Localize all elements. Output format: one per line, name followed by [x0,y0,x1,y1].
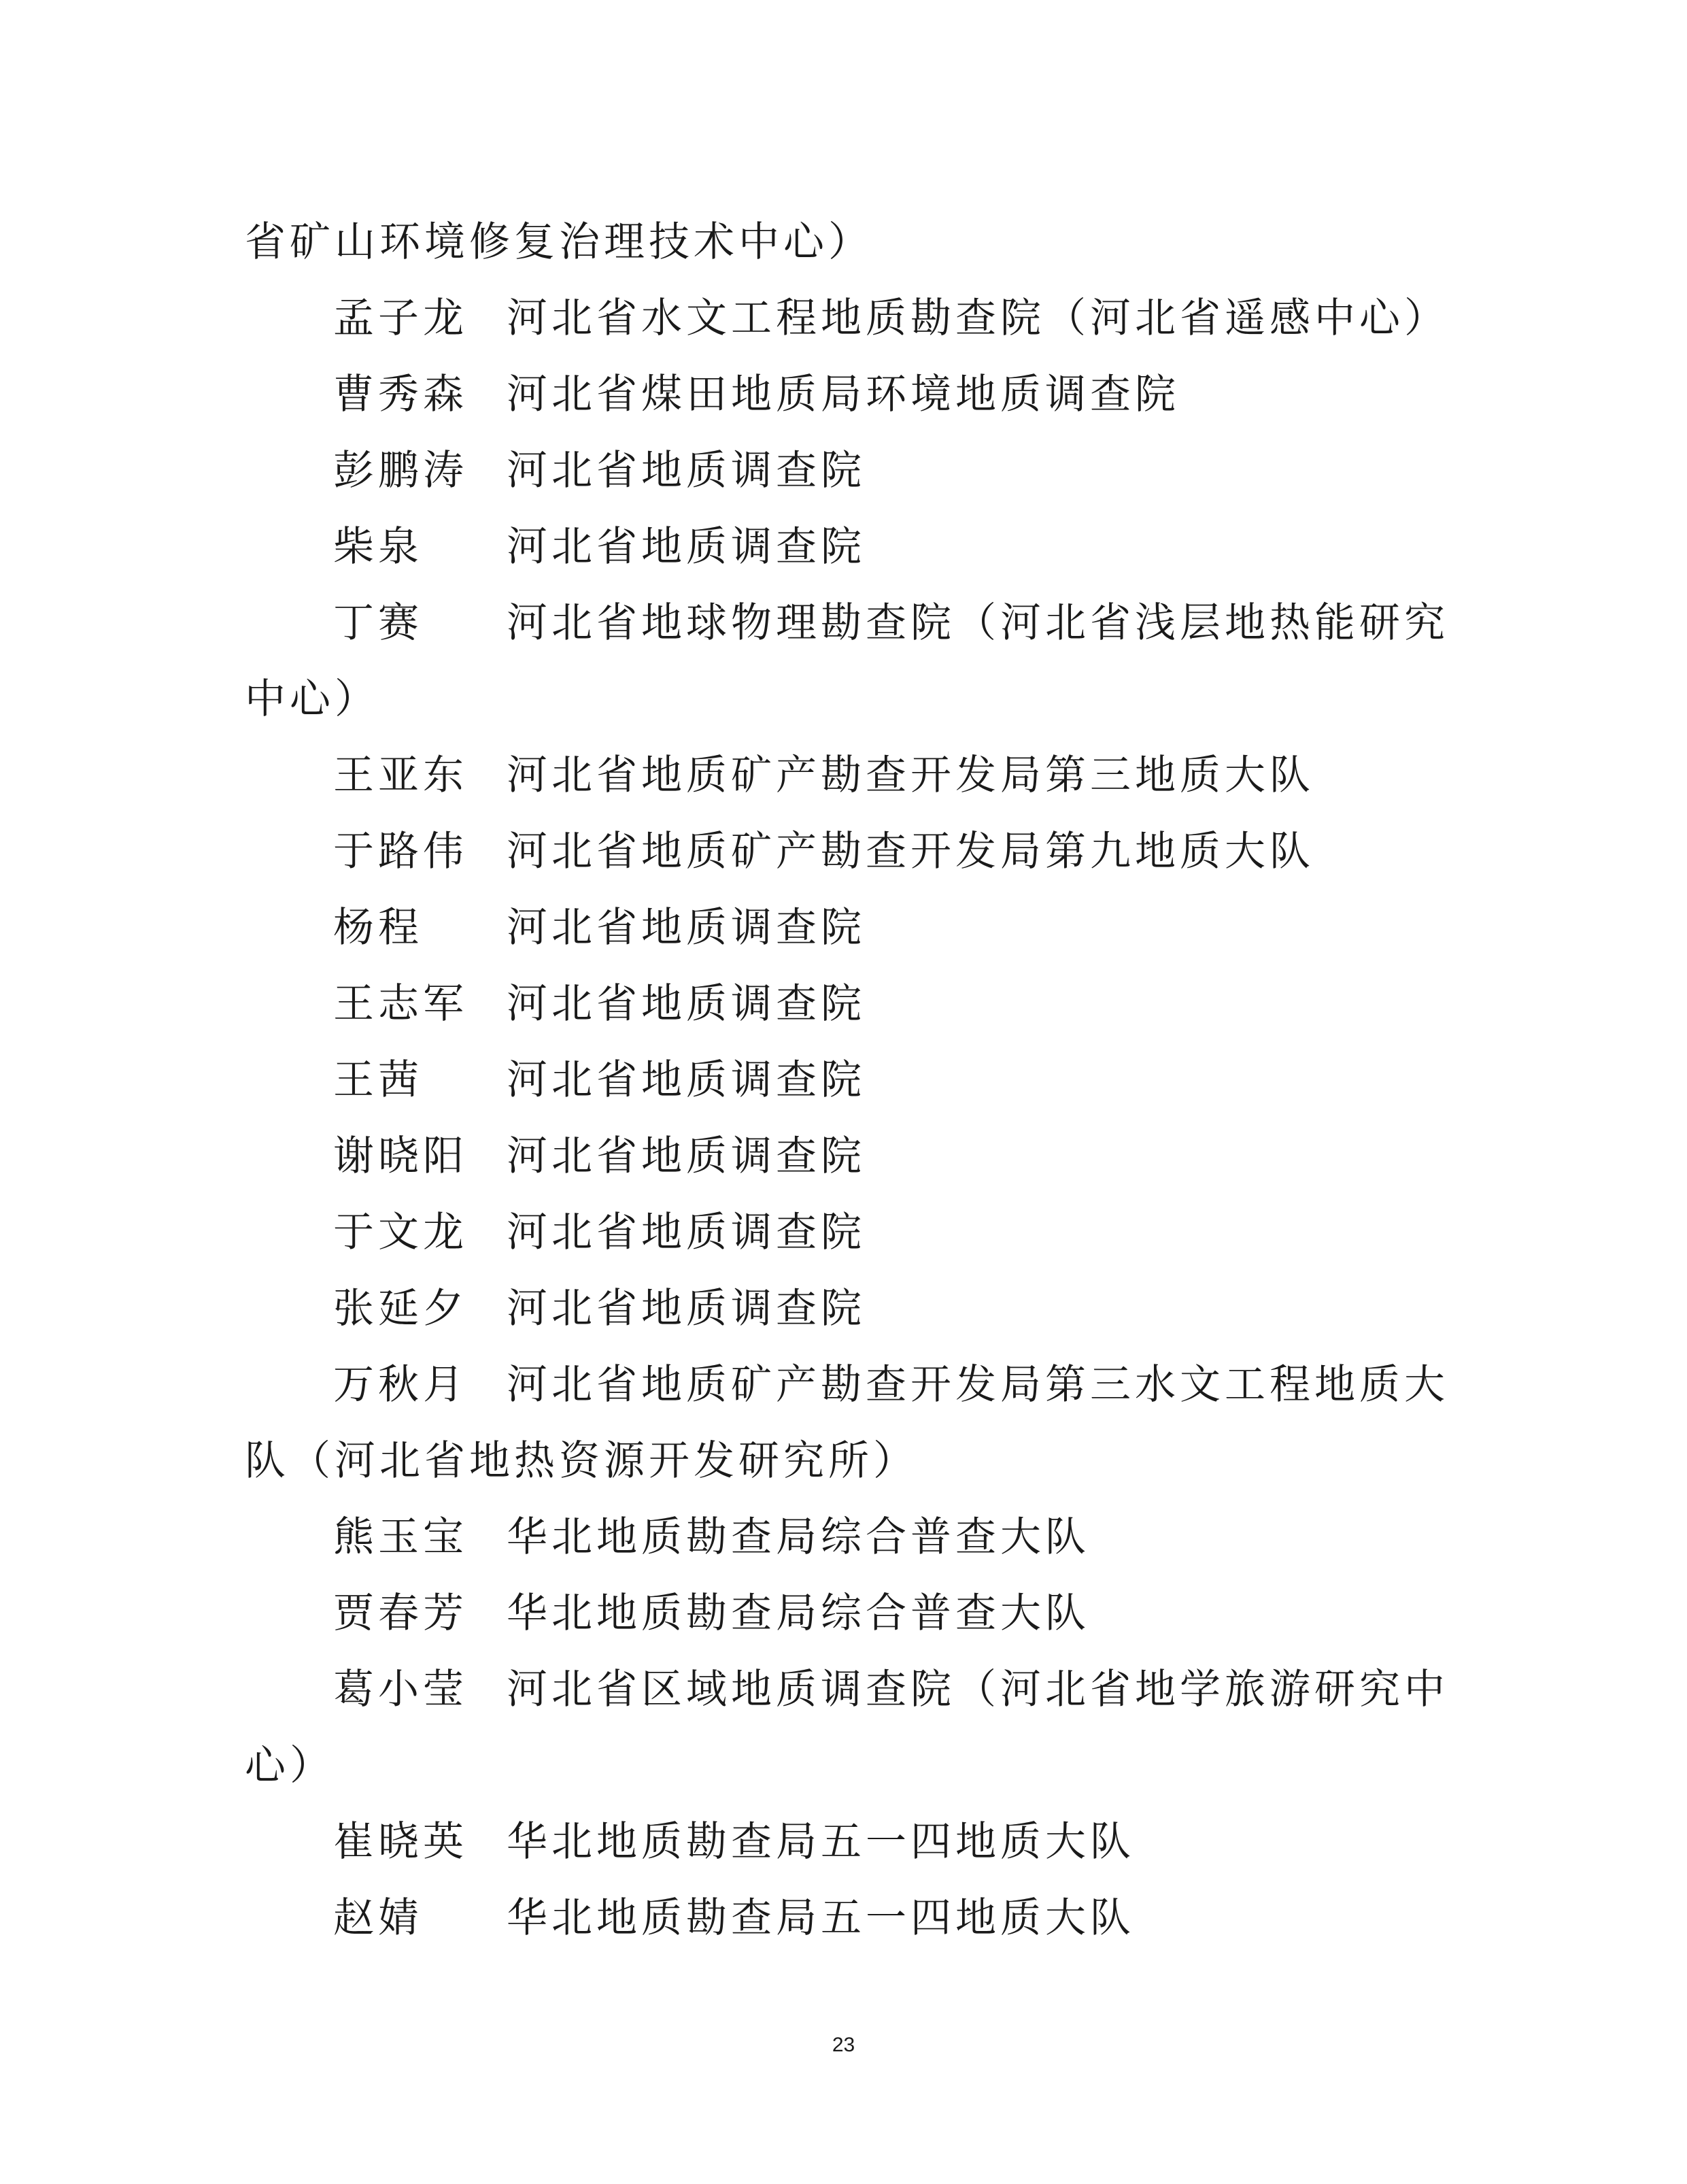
list-item [0,1880,1687,1956]
list-item [0,1575,1687,1651]
organization: 河北省地质调查院 [507,523,866,571]
list-item [0,356,1687,433]
organization: 华北地质勘查局五一四地质大队 [507,1818,1135,1866]
list-item [0,509,1687,585]
organization: 河北省地质矿产勘查开发局第三地质大队 [507,752,1314,799]
continuation-text: 省矿山环境修复治理技术中心） [245,218,873,266]
person-name: 于文龙 [333,1209,468,1256]
person-name: 贾春芳 [333,1590,468,1637]
organization: 河北省煤田地质局环境地质调查院 [507,371,1180,418]
list-item [0,280,1687,356]
organization: 河北省区域地质调查院（河北省地学旅游研究中 [507,1666,1449,1713]
organization: 河北省地质矿产勘查开发局第三水文工程地质大 [507,1361,1449,1409]
list-item [0,1347,1687,1423]
person-name: 王茜 [333,1056,423,1104]
continuation-text: 心） [245,1742,335,1790]
list-item [0,737,1687,813]
person-name: 赵婧 [333,1894,423,1942]
list-item [0,585,1687,661]
list-item [0,1651,1687,1728]
list-item [0,966,1687,1042]
continuation-text: 队（河北省地热资源开发研究所） [245,1437,918,1485]
organization: 河北省地质调查院 [507,980,866,1028]
person-name: 张延夕 [333,1285,468,1332]
continuation-line [0,204,1687,280]
person-name: 杨程 [333,904,423,952]
person-name: 王亚东 [333,752,468,799]
person-name: 谢晓阳 [333,1132,468,1180]
list-item [0,813,1687,890]
continuation-line [0,661,1687,737]
organization: 河北省地质矿产勘查开发局第九地质大队 [507,828,1314,875]
list-item [0,1118,1687,1194]
organization: 河北省地质调查院 [507,1132,866,1180]
list-item [0,433,1687,509]
person-name: 柴泉 [333,523,423,571]
person-name: 熊玉宝 [333,1513,468,1561]
list-item [0,890,1687,966]
list-item [0,1271,1687,1347]
organization: 华北地质勘查局综合普查大队 [507,1590,1090,1637]
list-item [0,1194,1687,1271]
organization: 河北省地质调查院 [507,1209,866,1256]
person-name: 崔晓英 [333,1818,468,1866]
person-name: 丁赛 [333,599,423,647]
organization: 河北省水文工程地质勘查院（河北省遥感中心） [507,295,1449,342]
person-name: 万秋月 [333,1361,468,1409]
organization: 河北省地质调查院 [507,904,866,952]
organization: 河北省地球物理勘查院（河北省浅层地热能研究 [507,599,1449,647]
person-name: 葛小莹 [333,1666,468,1713]
continuation-line [0,1728,1687,1804]
list-item [0,1042,1687,1118]
list-item [0,1499,1687,1575]
continuation-line [0,1423,1687,1499]
person-name: 于路伟 [333,828,468,875]
continuation-text: 中心） [245,675,379,723]
person-name: 曹秀森 [333,371,468,418]
person-name: 王志军 [333,980,468,1028]
person-name: 彭鹏涛 [333,447,468,494]
organization: 河北省地质调查院 [507,1056,866,1104]
list-item [0,1804,1687,1880]
page-number: 23 [832,2034,855,2056]
person-name: 孟子龙 [333,295,468,342]
organization: 华北地质勘查局五一四地质大队 [507,1894,1135,1942]
organization: 河北省地质调查院 [507,1285,866,1332]
organization: 河北省地质调查院 [507,447,866,494]
organization: 华北地质勘查局综合普查大队 [507,1513,1090,1561]
